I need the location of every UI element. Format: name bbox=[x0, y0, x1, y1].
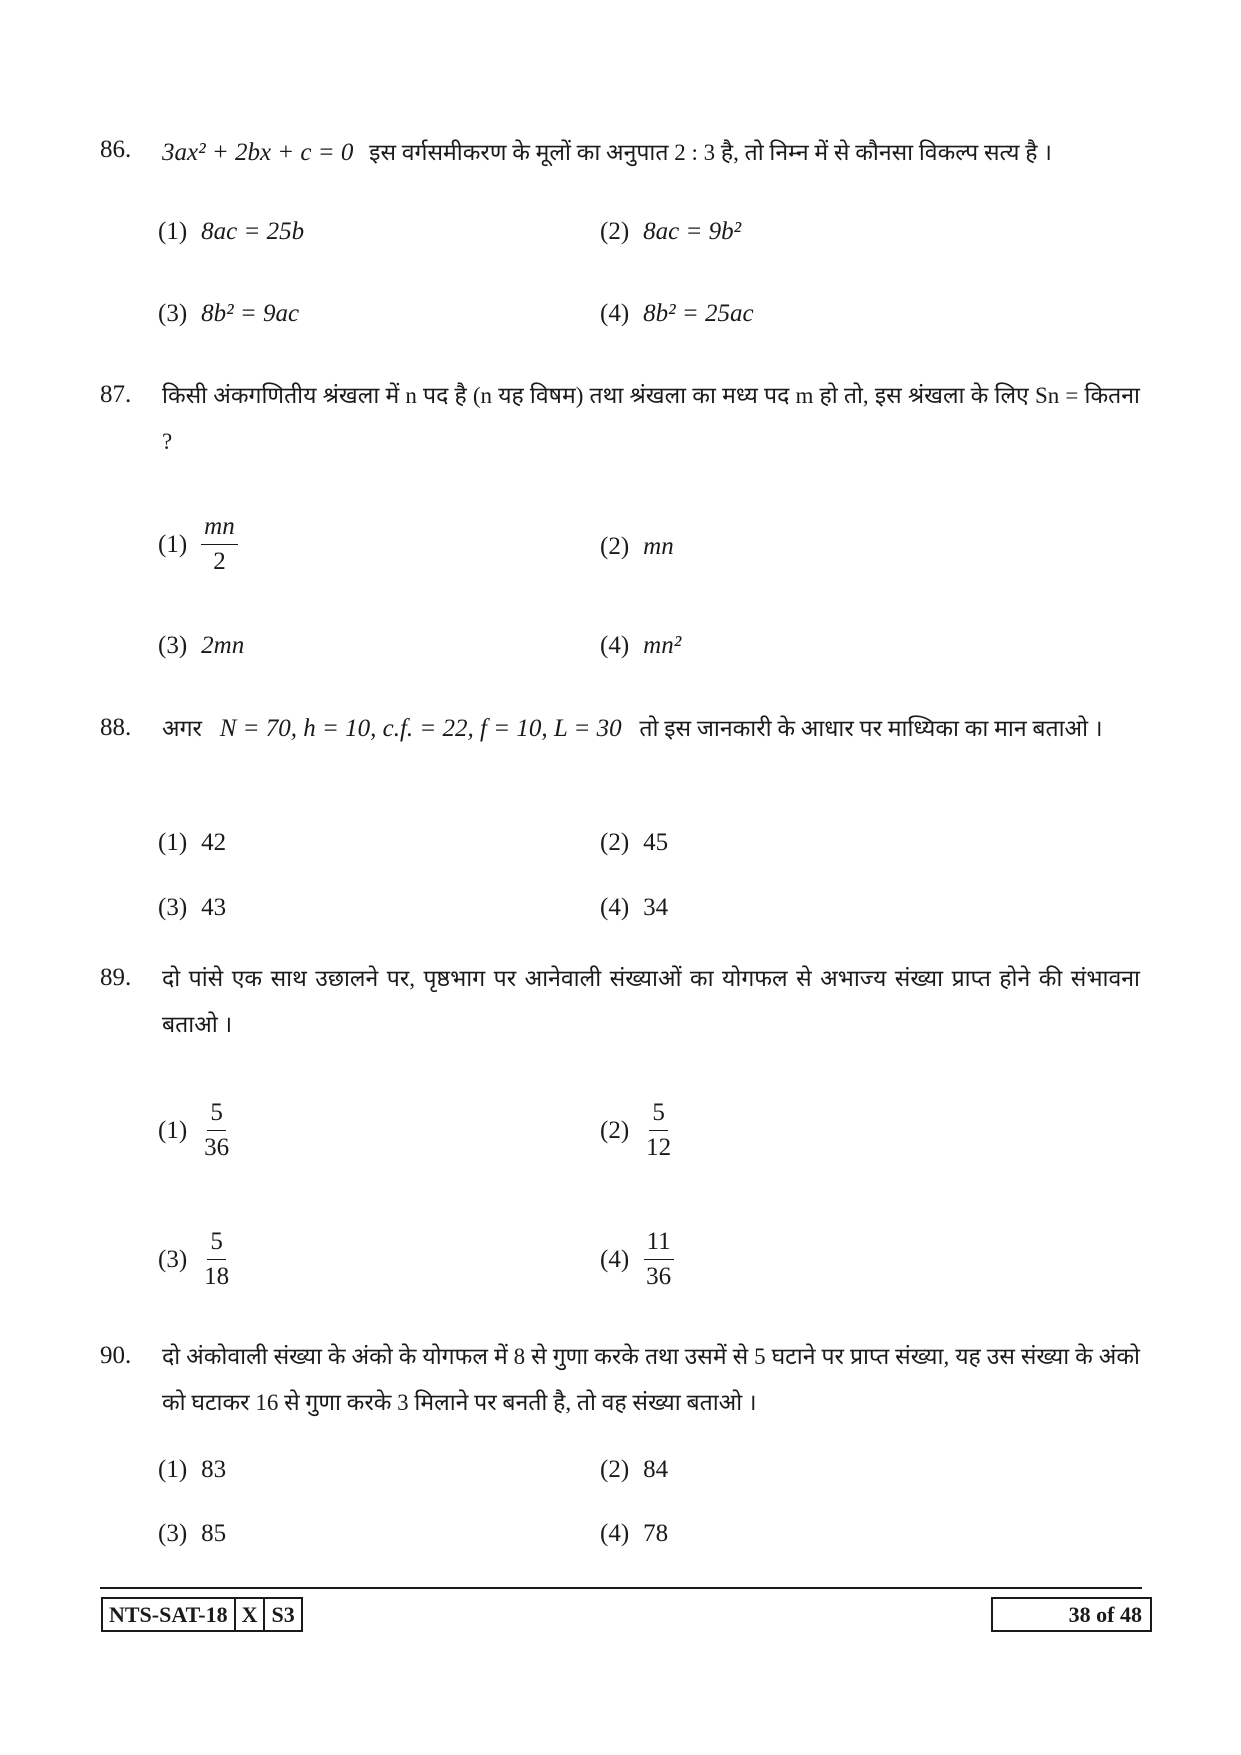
numerator: 5 bbox=[649, 1098, 668, 1131]
footer-divider bbox=[100, 1587, 1142, 1589]
question-statement: दो पांसे एक साथ उछालने पर, पृष्ठभाग पर आनेवाली संख्याओं का योगफल से अभाज्य संख्या प्राप्त होने की संभावना बताओ । bbox=[162, 966, 1140, 1037]
class-code: X bbox=[236, 1599, 266, 1630]
option-label: (4) bbox=[600, 1245, 630, 1273]
question-number: 89. bbox=[100, 964, 132, 991]
question-text bbox=[162, 130, 1140, 176]
fraction bbox=[201, 1227, 232, 1292]
numerator: 5 bbox=[207, 1098, 226, 1131]
option-86-3[interactable] bbox=[158, 300, 299, 328]
option-value: 43 bbox=[201, 894, 227, 921]
option-value: mn² bbox=[643, 632, 682, 659]
question-number: 86. bbox=[100, 136, 132, 163]
question-87 bbox=[100, 373, 1140, 465]
question-statement: इस वर्गसमीकरण के मूलों का अनुपात 2 : 3 है, तो निम्न में से कौनसा विकल्प सत्य है । bbox=[369, 140, 1052, 165]
question-prefix: अगर bbox=[162, 716, 202, 741]
fraction bbox=[201, 1098, 232, 1163]
option-86-2[interactable] bbox=[600, 218, 741, 246]
numerator: mn bbox=[201, 512, 238, 545]
given-values: N = 70, h = 10, c.f. = 22, f = 10, L = 30 bbox=[219, 715, 622, 742]
option-label: (2) bbox=[600, 1116, 630, 1144]
option-87-4[interactable] bbox=[600, 632, 681, 660]
option-value: 42 bbox=[201, 829, 227, 856]
question-90 bbox=[100, 1334, 1140, 1426]
option-label: (1) bbox=[158, 829, 188, 856]
option-89-3[interactable] bbox=[158, 1227, 232, 1292]
option-90-3[interactable] bbox=[158, 1520, 226, 1548]
option-86-4[interactable] bbox=[600, 300, 754, 328]
question-86 bbox=[100, 130, 1140, 176]
option-89-4[interactable] bbox=[600, 1227, 674, 1292]
numerator: 5 bbox=[207, 1227, 226, 1260]
option-86-1[interactable] bbox=[158, 218, 304, 246]
option-label: (4) bbox=[600, 632, 630, 659]
option-label: (1) bbox=[158, 530, 188, 558]
option-value: 8b² = 25ac bbox=[643, 300, 754, 327]
option-87-3[interactable] bbox=[158, 632, 244, 660]
option-label: (4) bbox=[600, 894, 630, 921]
equation: 3ax² + 2bx + c = 0 bbox=[162, 139, 354, 166]
denominator: 2 bbox=[213, 548, 226, 575]
option-value: 78 bbox=[643, 1520, 669, 1547]
option-value: 84 bbox=[643, 1456, 669, 1483]
page-number: 38 of 48 bbox=[991, 1597, 1152, 1632]
option-90-4[interactable] bbox=[600, 1520, 668, 1548]
option-label: (3) bbox=[158, 894, 188, 921]
option-value: 83 bbox=[201, 1456, 227, 1483]
option-label: (1) bbox=[158, 1116, 188, 1144]
question-89 bbox=[100, 956, 1140, 1048]
numerator: 11 bbox=[644, 1227, 674, 1260]
option-90-1[interactable] bbox=[158, 1456, 226, 1484]
paper-code-box bbox=[101, 1597, 303, 1632]
option-label: (1) bbox=[158, 218, 188, 245]
paper-code: NTS-SAT-18 bbox=[103, 1599, 236, 1630]
option-88-3[interactable] bbox=[158, 894, 226, 922]
option-label: (3) bbox=[158, 632, 188, 659]
question-text bbox=[162, 706, 1140, 752]
option-label: (2) bbox=[600, 1456, 630, 1483]
option-value: 2mn bbox=[201, 632, 245, 659]
option-value: mn bbox=[643, 533, 674, 560]
option-label: (2) bbox=[600, 829, 630, 856]
denominator: 36 bbox=[204, 1134, 230, 1161]
option-label: (3) bbox=[158, 1245, 188, 1273]
fraction bbox=[643, 1098, 674, 1163]
option-label: (4) bbox=[600, 1520, 630, 1547]
fraction bbox=[643, 1227, 674, 1292]
option-value: 8ac = 9b² bbox=[643, 218, 742, 245]
option-label: (1) bbox=[158, 1456, 188, 1483]
question-number: 88. bbox=[100, 714, 132, 741]
option-90-2[interactable] bbox=[600, 1456, 668, 1484]
option-value: 8b² = 9ac bbox=[201, 300, 300, 327]
option-label: (4) bbox=[600, 300, 630, 327]
question-statement: दो अंकोवाली संख्या के अंको के योगफल में 8 से गुणा करके तथा उसमें से 5 घटाने पर प्राप्त संख्या, यह उस संख्या के अंको को घटाकर 16 से गुणा करके 3 मिलाने पर बनती है, तो वह संख्या बताओ । bbox=[162, 1344, 1140, 1415]
denominator: 18 bbox=[204, 1263, 230, 1290]
set-code: S3 bbox=[271, 1602, 295, 1627]
question-88 bbox=[100, 706, 1140, 752]
option-87-2[interactable] bbox=[600, 533, 674, 561]
option-label: (2) bbox=[600, 218, 630, 245]
question-number: 87. bbox=[100, 381, 132, 408]
question-statement: किसी अंकगणितीय श्रंखला में n पद है (n यह विषम) तथा श्रंखला का मध्य पद m हो तो, इस श्रंखला के लिए Sn = कितना ? bbox=[162, 383, 1140, 454]
option-label: (2) bbox=[600, 533, 630, 560]
option-value: 85 bbox=[201, 1520, 227, 1547]
option-88-2[interactable] bbox=[600, 829, 668, 857]
option-88-1[interactable] bbox=[158, 829, 226, 857]
option-value: 8ac = 25b bbox=[201, 218, 305, 245]
denominator: 36 bbox=[646, 1263, 672, 1290]
question-statement: तो इस जानकारी के आधार पर माध्यिका का मान बताओ । bbox=[639, 716, 1103, 741]
question-number: 90. bbox=[100, 1342, 132, 1369]
option-89-2[interactable] bbox=[600, 1098, 674, 1163]
option-label: (3) bbox=[158, 1520, 188, 1547]
option-value: 34 bbox=[643, 894, 669, 921]
option-label: (3) bbox=[158, 300, 188, 327]
option-89-1[interactable] bbox=[158, 1098, 232, 1163]
option-87-1[interactable] bbox=[158, 512, 238, 577]
denominator: 12 bbox=[646, 1134, 672, 1161]
option-value: 45 bbox=[643, 829, 669, 856]
option-88-4[interactable] bbox=[600, 894, 668, 922]
fraction bbox=[201, 512, 238, 577]
